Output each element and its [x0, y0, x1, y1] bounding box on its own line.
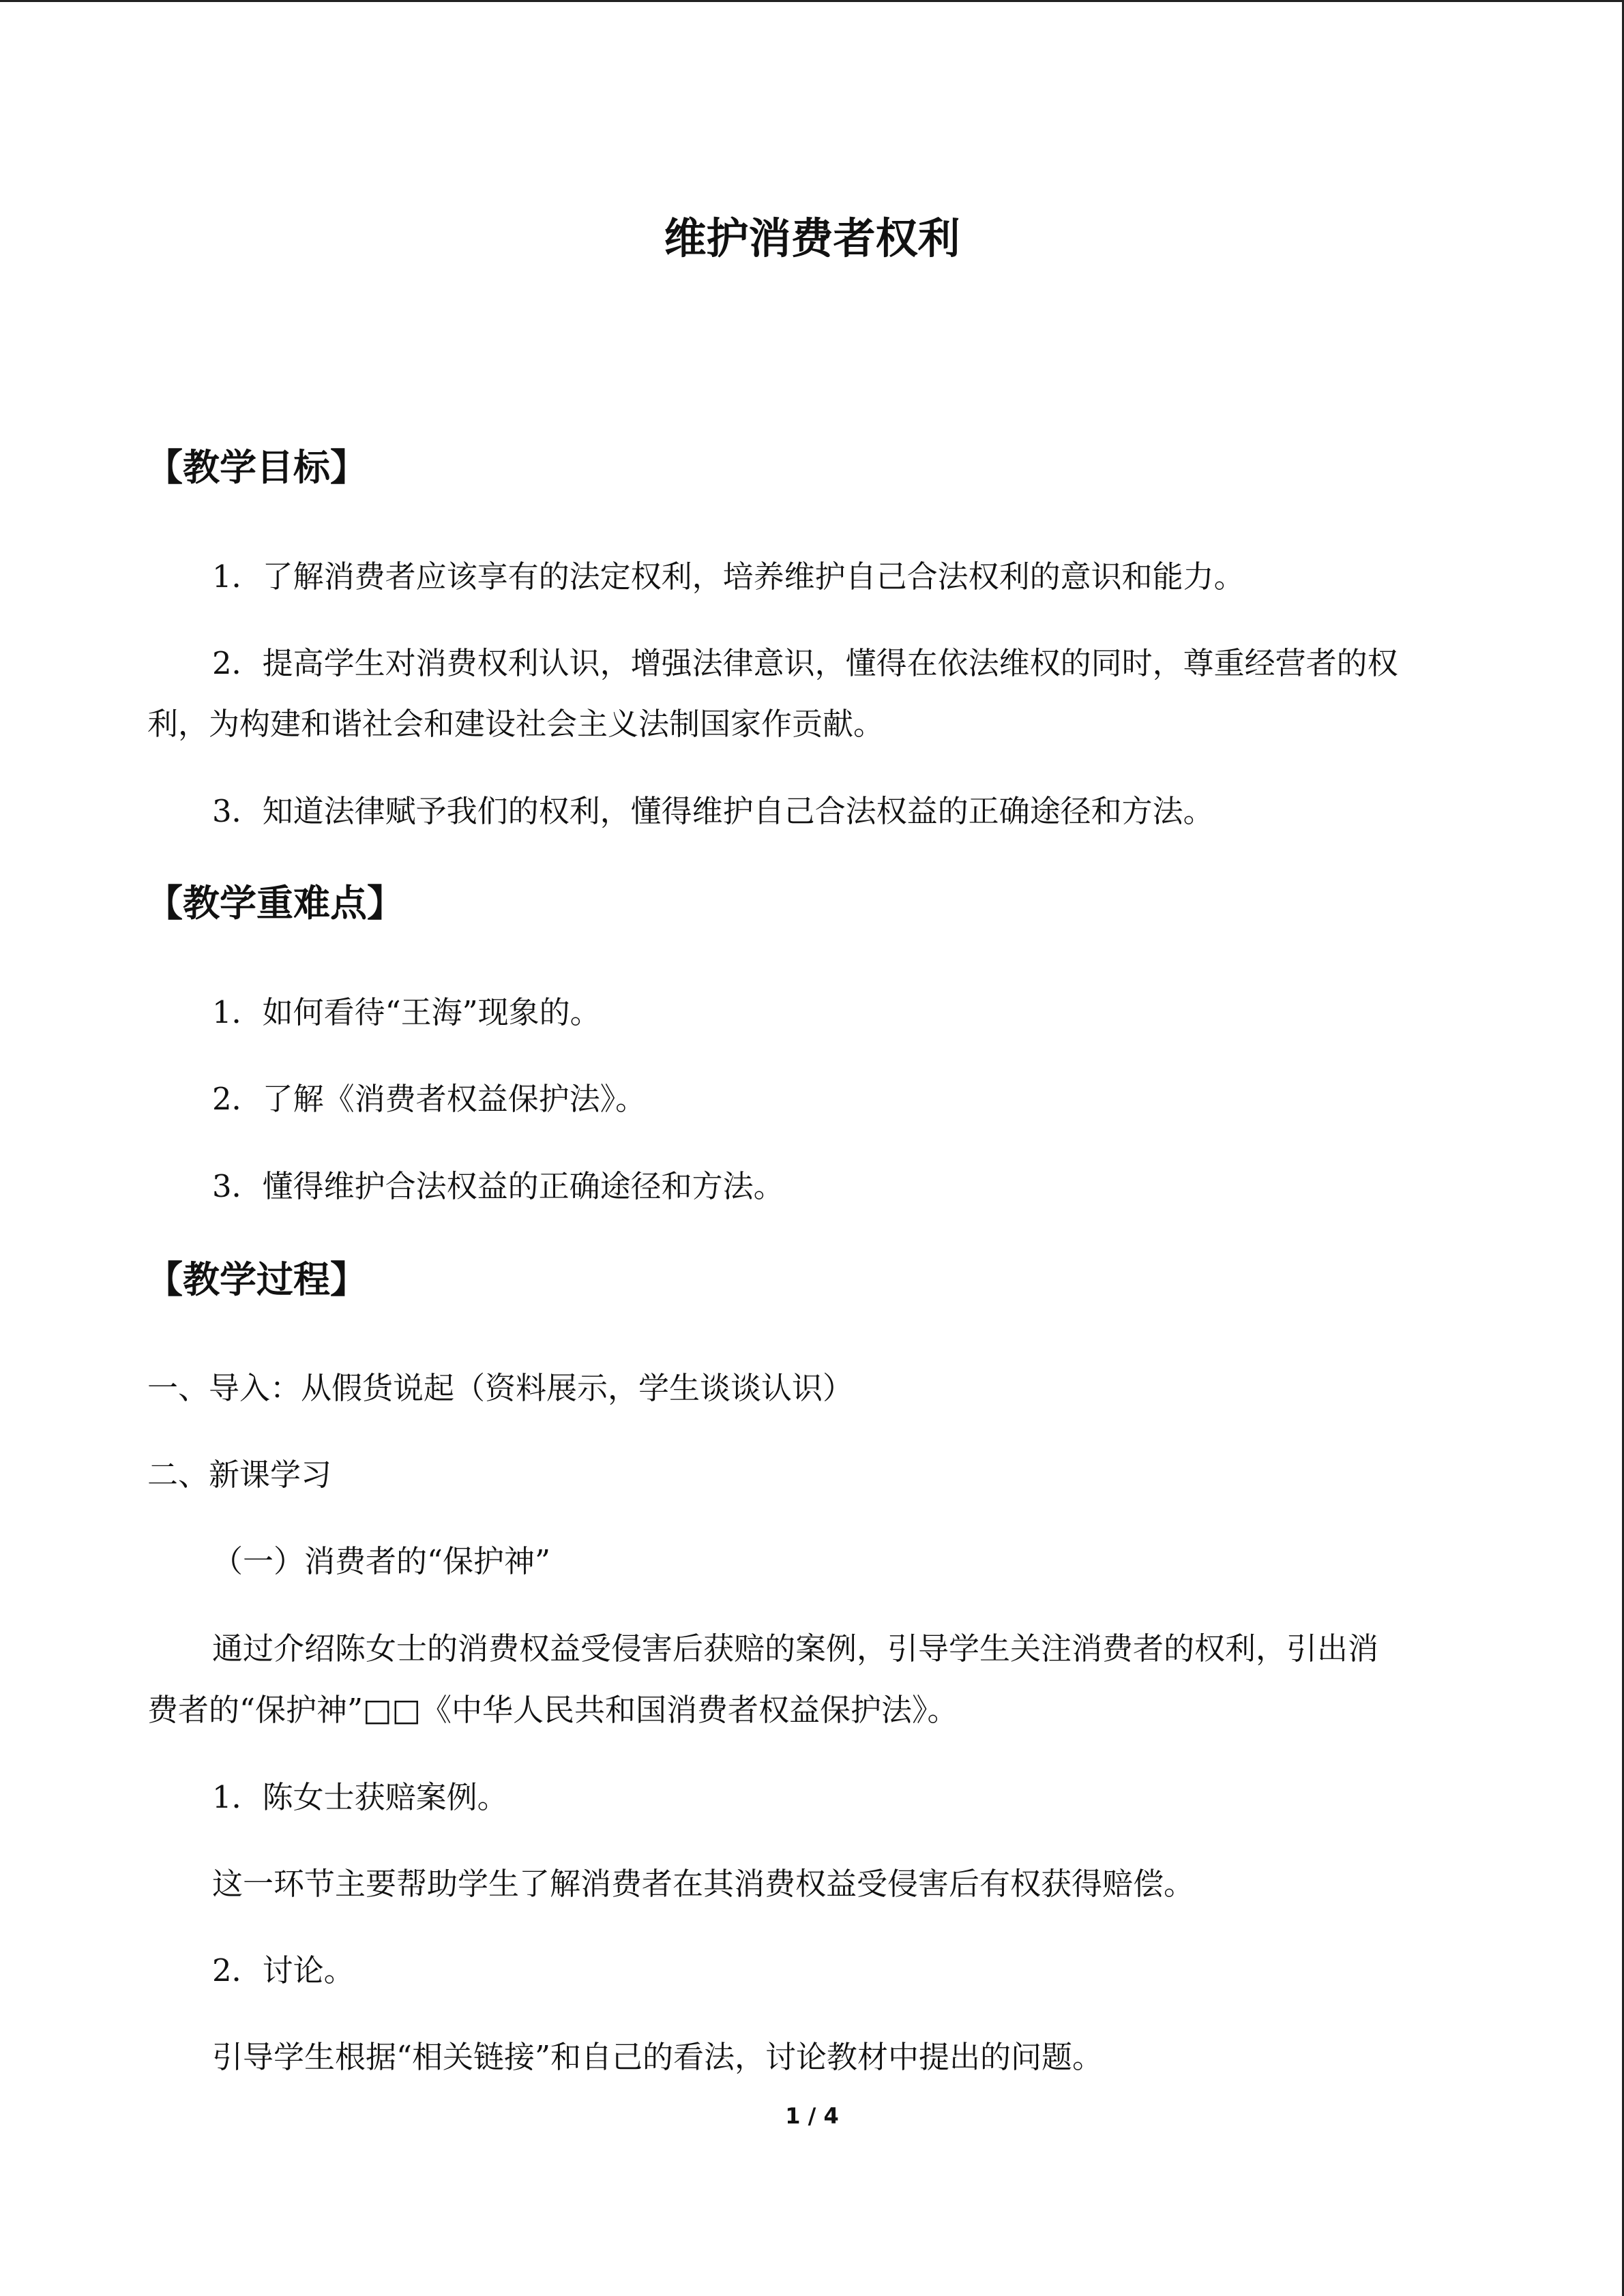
goal-item-2: 2．提高学生对消费权利认识，增强法律意识，懂得在依法维权的同时，尊重经营者的权	[212, 645, 1398, 681]
key-point-item-3: 3．懂得维护合法权益的正确途径和方法。	[212, 1168, 784, 1204]
goal-item-2-continued: 利，为构建和谐社会和建设社会主义法制国家作贡献。	[147, 706, 885, 742]
document-title: 维护消费者权利	[664, 213, 960, 263]
process-line-subsection-1: （一）消费者的“保护神”	[212, 1543, 551, 1579]
page-border-top	[0, 0, 1624, 2]
process-line-case-1: 1．陈女士获赔案例。	[212, 1779, 508, 1815]
process-line-new-lesson: 二、新课学习	[147, 1457, 332, 1493]
key-point-item-2: 2．了解《消费者权益保护法》。	[212, 1081, 647, 1117]
process-line-case-1-desc: 这一环节主要帮助学生了解消费者在其消费权益受侵害后有权获得赔偿。	[212, 1866, 1195, 1902]
page-number: 1 / 4	[785, 2103, 839, 2129]
process-line-discussion-desc: 引导学生根据“相关链接”和自己的看法，讨论教材中提出的问题。	[212, 2039, 1104, 2075]
section-heading-key-points: 【教学重难点】	[146, 882, 404, 925]
process-line-discussion: 2．讨论。	[212, 1952, 355, 1988]
process-line-intro: 一、导入：从假货说起（资料展示，学生谈谈认识）	[147, 1370, 854, 1406]
key-point-item-1: 1．如何看待“王海”现象的。	[212, 994, 601, 1030]
goal-item-1: 1．了解消费者应该享有的法定权利，培养维护自己合法权利的意识和能力。	[212, 558, 1245, 595]
section-heading-process: 【教学过程】	[146, 1258, 367, 1301]
section-heading-goals: 【教学目标】	[146, 446, 367, 489]
goal-item-3: 3．知道法律赋予我们的权利，懂得维护自己合法权益的正确途径和方法。	[212, 793, 1214, 829]
process-line-case-intro: 通过介绍陈女士的消费权益受侵害后获赔的案例，引导学生关注消费者的权利，引出消	[212, 1630, 1379, 1667]
process-line-case-intro-continued: 费者的“保护神”□□《中华人民共和国消费者权益保护法》。	[147, 1692, 958, 1728]
